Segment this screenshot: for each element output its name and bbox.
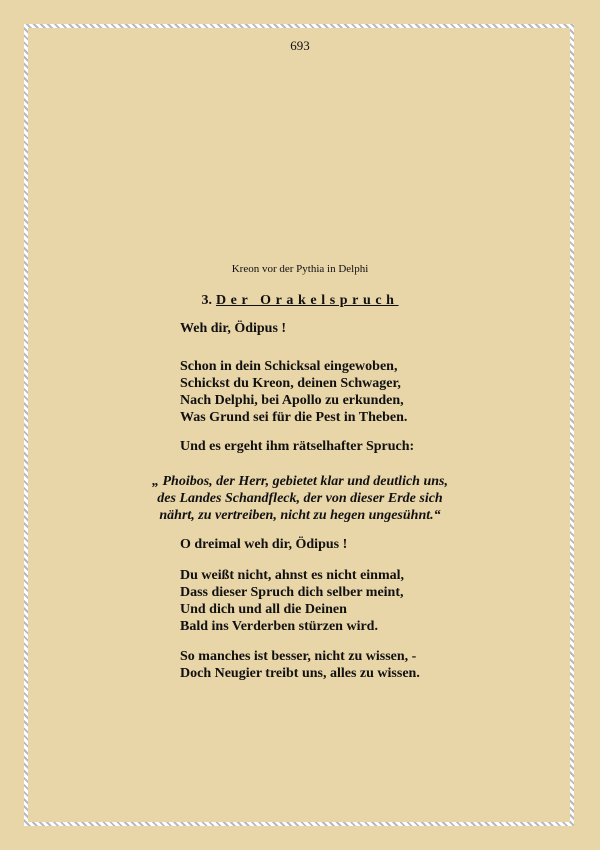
verse-line: Nach Delphi, bei Apollo zu erkunden, bbox=[180, 393, 404, 408]
heading-title: Der Orakelspruch bbox=[215, 293, 399, 308]
verse-line: Dass dieser Spruch dich selber meint, bbox=[180, 585, 404, 600]
stanza-2 bbox=[180, 358, 407, 426]
quote-line: „ Phoibos, der Herr, gebietet klar und deutlich uns, bbox=[152, 474, 448, 489]
verse-line: Doch Neugier treibt uns, alles zu wissen. bbox=[180, 666, 420, 681]
verse-line: Schickst du Kreon, deinen Schwager, bbox=[180, 376, 401, 391]
verse-line: Bald ins Verderben stürzen wird. bbox=[180, 619, 378, 634]
verse-line: O dreimal weh dir, Ödipus ! bbox=[180, 537, 348, 552]
stanza-1 bbox=[180, 320, 286, 337]
stanza-3 bbox=[180, 438, 414, 455]
stanza-5 bbox=[180, 567, 404, 635]
quote-line: nährt, zu vertreiben, nicht zu hegen ungesühnt.“ bbox=[159, 508, 441, 523]
oracle-quote bbox=[0, 473, 600, 524]
heading-number: 3. bbox=[201, 293, 212, 308]
verse-line: Du weißt nicht, ahnst es nicht einmal, bbox=[180, 568, 405, 583]
stanza-6 bbox=[180, 648, 420, 682]
verse-line: So manches ist besser, nicht zu wissen, - bbox=[180, 649, 417, 664]
poem-heading bbox=[0, 293, 600, 309]
verse-line: Schon in dein Schicksal eingewoben, bbox=[180, 359, 398, 374]
verse-line: Was Grund sei für die Pest in Theben. bbox=[180, 410, 408, 425]
stanza-4 bbox=[180, 536, 347, 553]
verse-line: Weh dir, Ödipus ! bbox=[180, 321, 287, 336]
page-number: 693 bbox=[290, 38, 310, 53]
verse-line: Und dich und all die Deinen bbox=[180, 602, 347, 617]
verse-line: Und es ergeht ihm rätselhafter Spruch: bbox=[180, 439, 415, 454]
quote-line: des Landes Schandfleck, der von dieser Erde sich bbox=[157, 491, 443, 506]
poem-subtitle: Kreon vor der Pythia in Delphi bbox=[231, 263, 369, 275]
